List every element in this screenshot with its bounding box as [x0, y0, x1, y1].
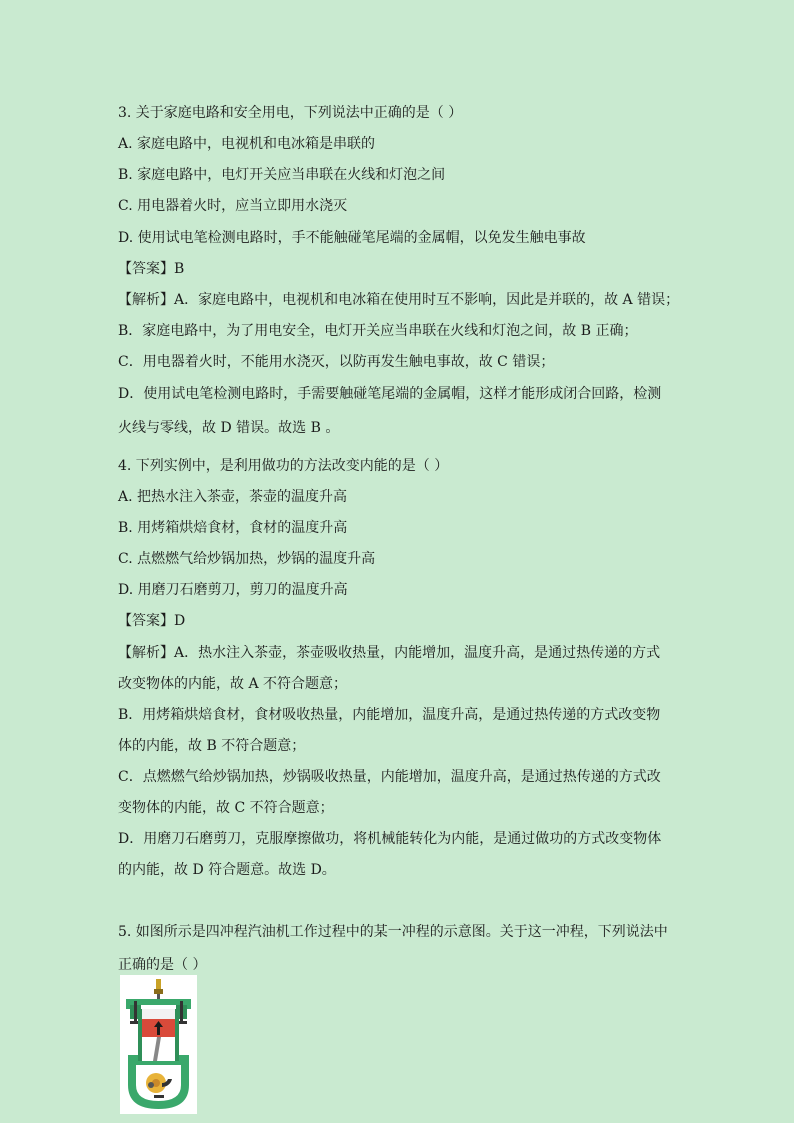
- question-4-option-c: C. 点燃燃气给炒锅加热，炒锅的温度升高: [118, 551, 376, 567]
- question-3-option-c: C. 用电器着火时，应当立即用水浇灭: [118, 198, 348, 214]
- question-4-analysis-line: 的内能，故 D 符合题意。故选 D。: [118, 862, 336, 878]
- question-4-option-b: B. 用烤箱烘焙食材，食材的温度升高: [118, 520, 348, 536]
- question-5-stem-line: 正确的是（ ）: [118, 957, 207, 973]
- question-4-analysis-line: 体的内能，故 B 不符合题意；: [118, 738, 306, 754]
- question-4-stem: 4. 下列实例中，是利用做功的方法改变内能的是（ ）: [118, 458, 449, 474]
- question-4-answer: 【答案】D: [118, 613, 186, 629]
- question-4-option-a: A. 把热水注入茶壶，茶壶的温度升高: [118, 489, 348, 505]
- question-3-stem: 3. 关于家庭电路和安全用电，下列说法中正确的是（ ）: [118, 105, 463, 121]
- question-3-option-a: A. 家庭电路中，电视机和电冰箱是串联的: [118, 136, 376, 152]
- question-5-stem-line: 5. 如图所示是四冲程汽油机工作过程中的某一冲程的示意图。关于这一冲程，下列说法中: [118, 924, 668, 940]
- question-3-answer: 【答案】B: [118, 261, 185, 277]
- question-4-option-d: D. 用磨刀石磨剪刀，剪刀的温度升高: [118, 582, 348, 598]
- question-4-analysis-line: 【解析】A．热水注入茶壶，茶壶吸收热量，内能增加，温度升高，是通过热传递的方式: [118, 645, 661, 661]
- question-3-analysis-line: D．使用试电笔检测电路时，手需要触碰笔尾端的金属帽，这样才能形成闭合回路，检测: [118, 386, 662, 402]
- question-3-analysis-line: 【解析】A．家庭电路中，电视机和电冰箱在使用时互不影响，因此是并联的，故 A 错误；: [118, 292, 680, 308]
- question-3-analysis-line: B．家庭电路中，为了用电安全，电灯开关应当串联在火线和灯泡之间，故 B 正确；: [118, 323, 638, 339]
- question-3-option-d: D. 使用试电笔检测电路时，手不能触碰笔尾端的金属帽，以免发生触电事故: [118, 230, 586, 246]
- question-3-option-b: B. 家庭电路中，电灯开关应当串联在火线和灯泡之间: [118, 167, 446, 183]
- question-4-analysis-line: 改变物体的内能，故 A 不符合题意；: [118, 676, 348, 692]
- question-4-analysis-line: B．用烤箱烘焙食材，食材吸收热量，内能增加，温度升高，是通过热传递的方式改变物: [118, 707, 661, 723]
- question-3-analysis-line: C．用电器着火时，不能用水浇灭，以防再发生触电事故，故 C 错误；: [118, 354, 555, 370]
- question-4-analysis-line: C．点燃燃气给炒锅加热，炒锅吸收热量，内能增加，温度升高，是通过热传递的方式改: [118, 769, 661, 785]
- gasoline-engine-stroke-diagram-icon: [120, 975, 197, 1114]
- question-4-analysis-line: D．用磨刀石磨剪刀，克服摩擦做功，将机械能转化为内能，是通过做功的方式改变物体: [118, 831, 662, 847]
- question-4-analysis-line: 变物体的内能，故 C 不符合题意；: [118, 800, 334, 816]
- question-3-analysis-line: 火线与零线，故 D 错误。故选 B 。: [118, 420, 340, 436]
